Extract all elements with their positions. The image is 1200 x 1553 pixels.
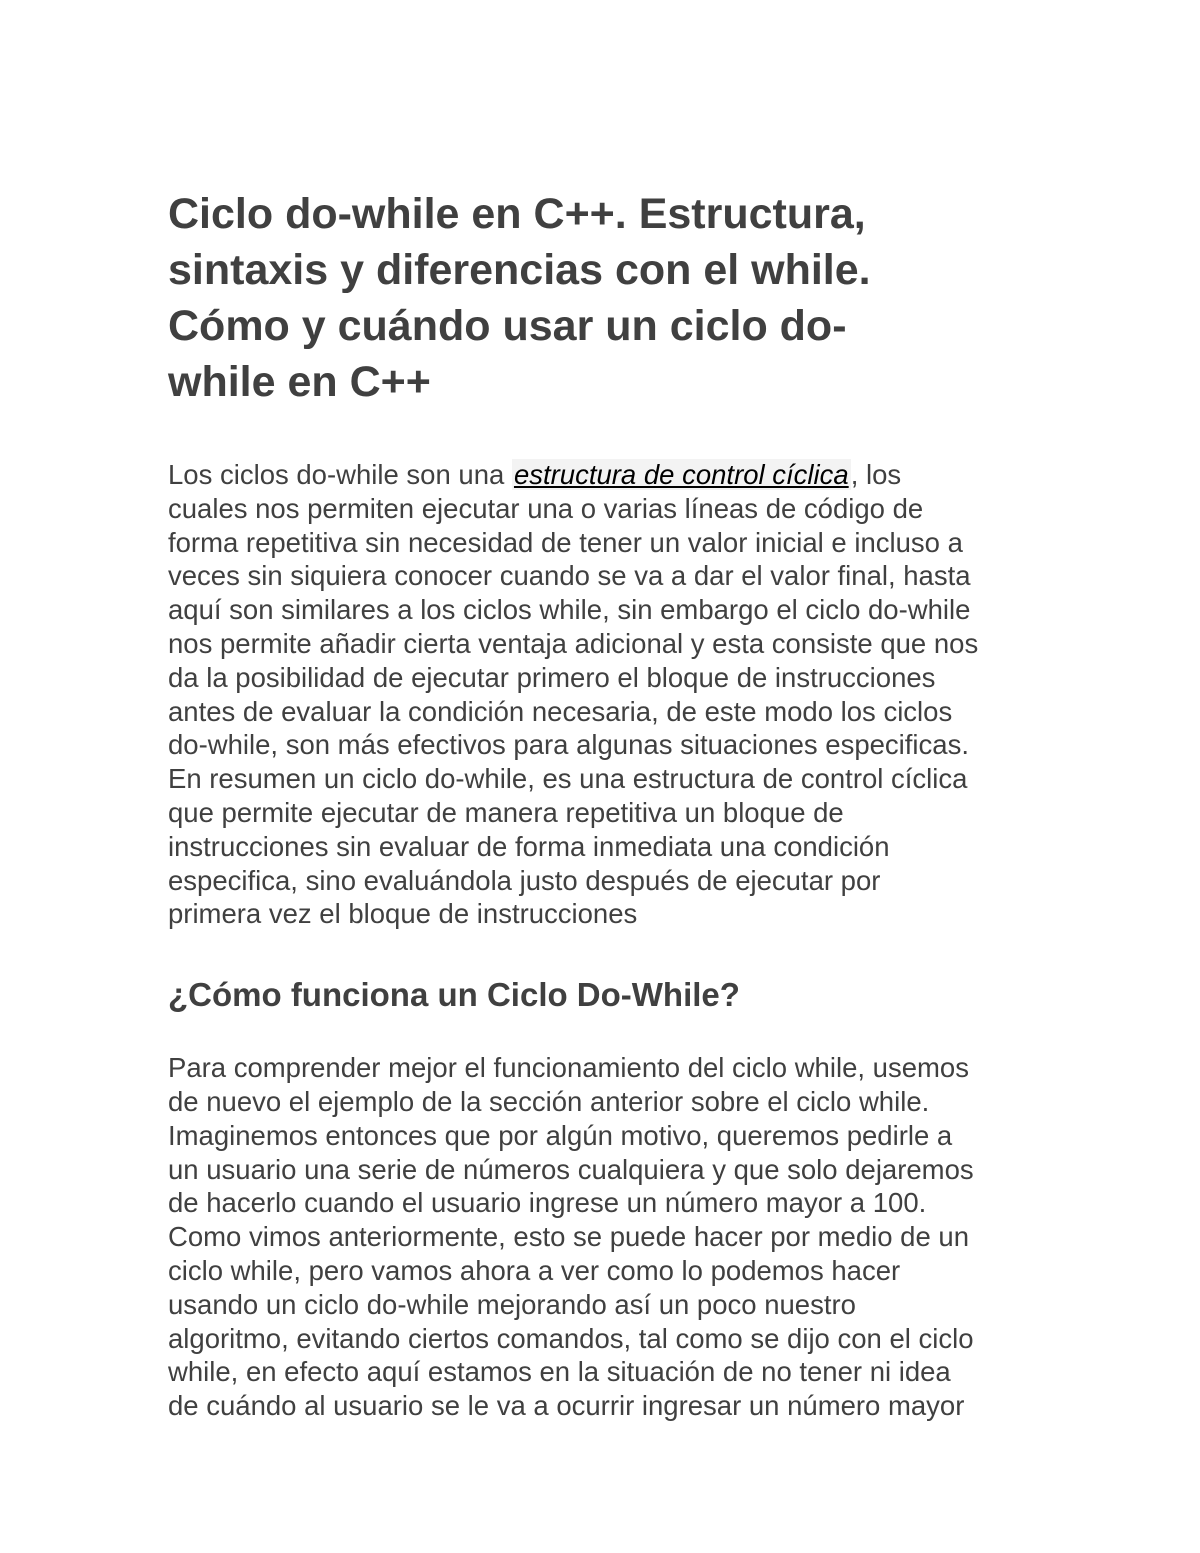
paragraph-line <box>168 458 1048 492</box>
paragraph-line: forma repetitiva sin necesidad de tener un valor inicial e incluso a <box>168 526 963 558</box>
title-line: sintaxis y diferencias con el while. <box>168 246 871 294</box>
paragraph-line: primera vez el bloque de instrucciones <box>168 898 638 930</box>
paragraph-line: veces sin siquiera conocer cuando se va a dar el valor final, hasta <box>168 560 971 592</box>
paragraph-line: de nuevo el ejemplo de la sección anterior sobre el ciclo while. <box>168 1085 930 1117</box>
paragraph-line: instrucciones sin evaluar de forma inmediata una condición <box>168 830 890 862</box>
paragraph-line: un usuario una serie de números cualquiera y que solo dejaremos <box>168 1153 974 1185</box>
page-title <box>168 186 1048 410</box>
title-line: Ciclo do-while en C++. Estructura, <box>168 190 866 238</box>
paragraph-line: algoritmo, evitando ciertos comandos, tal como se dijo con el ciclo <box>168 1322 974 1354</box>
paragraph-line: especifica, sino evaluándola justo después de ejecutar por <box>168 864 881 896</box>
title-line: while en C++ <box>168 358 431 406</box>
paragraph-line: antes de evaluar la condición necesaria, de este modo los ciclos <box>168 695 953 727</box>
intro-paragraph <box>168 458 1048 931</box>
intro-text-after-link: , los <box>850 459 902 490</box>
explanation-paragraph <box>168 1051 1048 1423</box>
paragraph-line: Imaginemos entonces que por algún motivo, queremos pedirle a <box>168 1119 953 1151</box>
paragraph-line: aquí son similares a los ciclos while, sin embargo el ciclo do-while <box>168 594 971 626</box>
paragraph-line: do-while, son más efectivos para algunas situaciones especificas. <box>168 729 969 761</box>
paragraph-line: que permite ejecutar de manera repetitiva un bloque de <box>168 796 844 828</box>
section-heading: ¿Cómo funciona un Ciclo Do-While? <box>168 976 740 1014</box>
paragraph-line: da la posibilidad de ejecutar primero el bloque de instrucciones <box>168 661 936 693</box>
control-structure-link[interactable]: estructura de control cíclica <box>513 459 849 490</box>
document-page <box>168 186 1048 1423</box>
paragraph-line: Para comprender mejor el funcionamiento del ciclo while, usemos <box>168 1052 969 1084</box>
paragraph-line: usando un ciclo do-while mejorando así un poco nuestro <box>168 1288 856 1320</box>
title-line: Cómo y cuándo usar un ciclo do- <box>168 302 847 350</box>
paragraph-line: Como vimos anteriormente, esto se puede hacer por medio de un <box>168 1221 969 1253</box>
paragraph-line: nos permite añadir cierta ventaja adicional y esta consiste que nos <box>168 627 979 659</box>
paragraph-line: En resumen un ciclo do-while, es una estructura de control cíclica <box>168 763 968 795</box>
paragraph-line: cuales nos permiten ejecutar una o varias líneas de código de <box>168 492 924 524</box>
paragraph-line: while, en efecto aquí estamos en la situación de no tener ni idea <box>168 1356 951 1388</box>
paragraph-line: de cuándo al usuario se le va a ocurrir ingresar un número mayor <box>168 1390 965 1422</box>
paragraph-line: ciclo while, pero vamos ahora a ver como lo podemos hacer <box>168 1254 901 1286</box>
intro-text-before-link: Los ciclos do-while son una <box>168 459 512 490</box>
paragraph-line: de hacerlo cuando el usuario ingrese un número mayor a 100. <box>168 1187 927 1219</box>
